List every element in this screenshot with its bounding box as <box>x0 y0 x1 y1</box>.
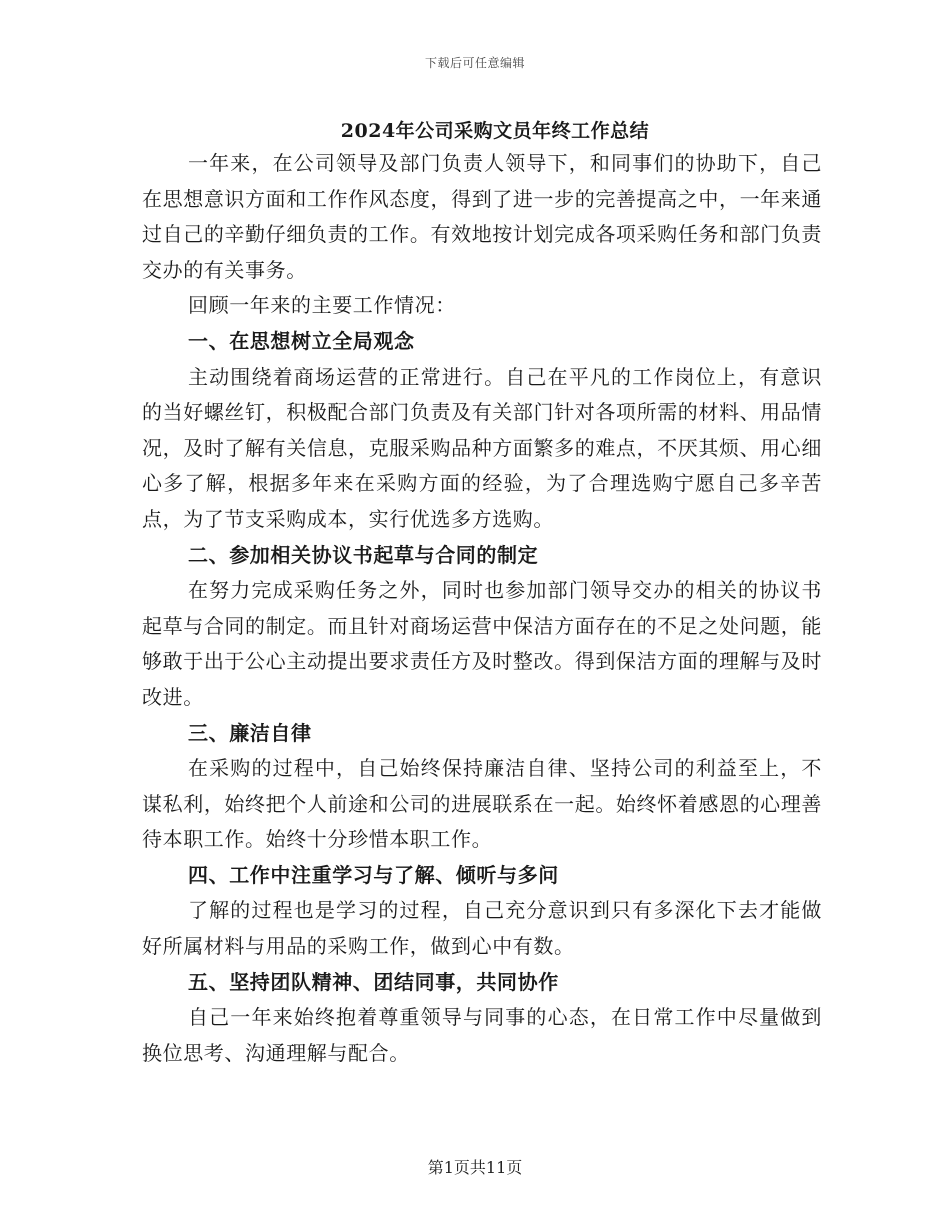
section-heading-4: 四、工作中注重学习与了解、倾听与多问 <box>188 862 559 887</box>
paragraph-section-5: 自己一年来始终抱着尊重领导与同事的心态，在日常工作中尽量做到换位思考、沟通理解与配合。 <box>142 1005 822 1065</box>
document-title: 2024年公司采购文员年终工作总结 <box>340 120 650 142</box>
section-heading-2: 二、参加相关协议书起草与合同的制定 <box>188 542 539 567</box>
paragraph-section-2: 在努力完成采购任务之外，同时也参加部门领导交办的相关的协议书起草与合同的制定。而且针对商场运营中保洁方面存在的不足之处问题，能够敢于出于公心主动提出要求责任方及时整改。得到保洁方面的理解与及时改进。 <box>142 578 822 709</box>
header-note: 下载后可任意编辑 <box>424 56 525 70</box>
section-heading-1: 一、在思想树立全局观念 <box>188 328 415 353</box>
paragraph-review: 回顾一年来的主要工作情况： <box>188 293 456 318</box>
paragraph-intro: 一年来，在公司领导及部门负责人领导下，和同事们的协助下，自己在思想意识方面和工作作风态度，得到了进一步的完善提高之中，一年来通过自己的辛勤仔细负责的工作。有效地按计划完成各项采购任务和部门负责交办的有关事务。 <box>142 151 822 282</box>
paragraph-section-4: 了解的过程也是学习的过程，自己充分意识到只有多深化下去才能做好所属材料与用品的采购工作，做到心中有数。 <box>142 898 822 959</box>
document-body <box>142 146 822 1071</box>
section-heading-5: 五、坚持团队精神、团结同事，共同协作 <box>188 969 559 994</box>
section-heading-3: 三、廉洁自律 <box>188 720 312 745</box>
page-footer: 第1页共11页 <box>427 1158 523 1177</box>
paragraph-section-3: 在采购的过程中，自己始终保持廉洁自律、坚持公司的利益至上，不谋私利，始终把个人前途和公司的进展联系在一起。始终怀着感恩的心理善待本职工作。始终十分珍惜本职工作。 <box>142 756 822 852</box>
paragraph-section-1: 主动围绕着商场运营的正常进行。自己在平凡的工作岗位上，有意识的当好螺丝钉，积极配合部门负责及有关部门针对各项所需的材料、用品情况，及时了解有关信息，克服采购品种方面繁多的难点，不厌其烦、用心细心多了解，根据多年来在采购方面的经验，为了合理选购宁愿自己多辛苦点，为了节支采购成本，实行优选多方选购。 <box>142 364 822 531</box>
